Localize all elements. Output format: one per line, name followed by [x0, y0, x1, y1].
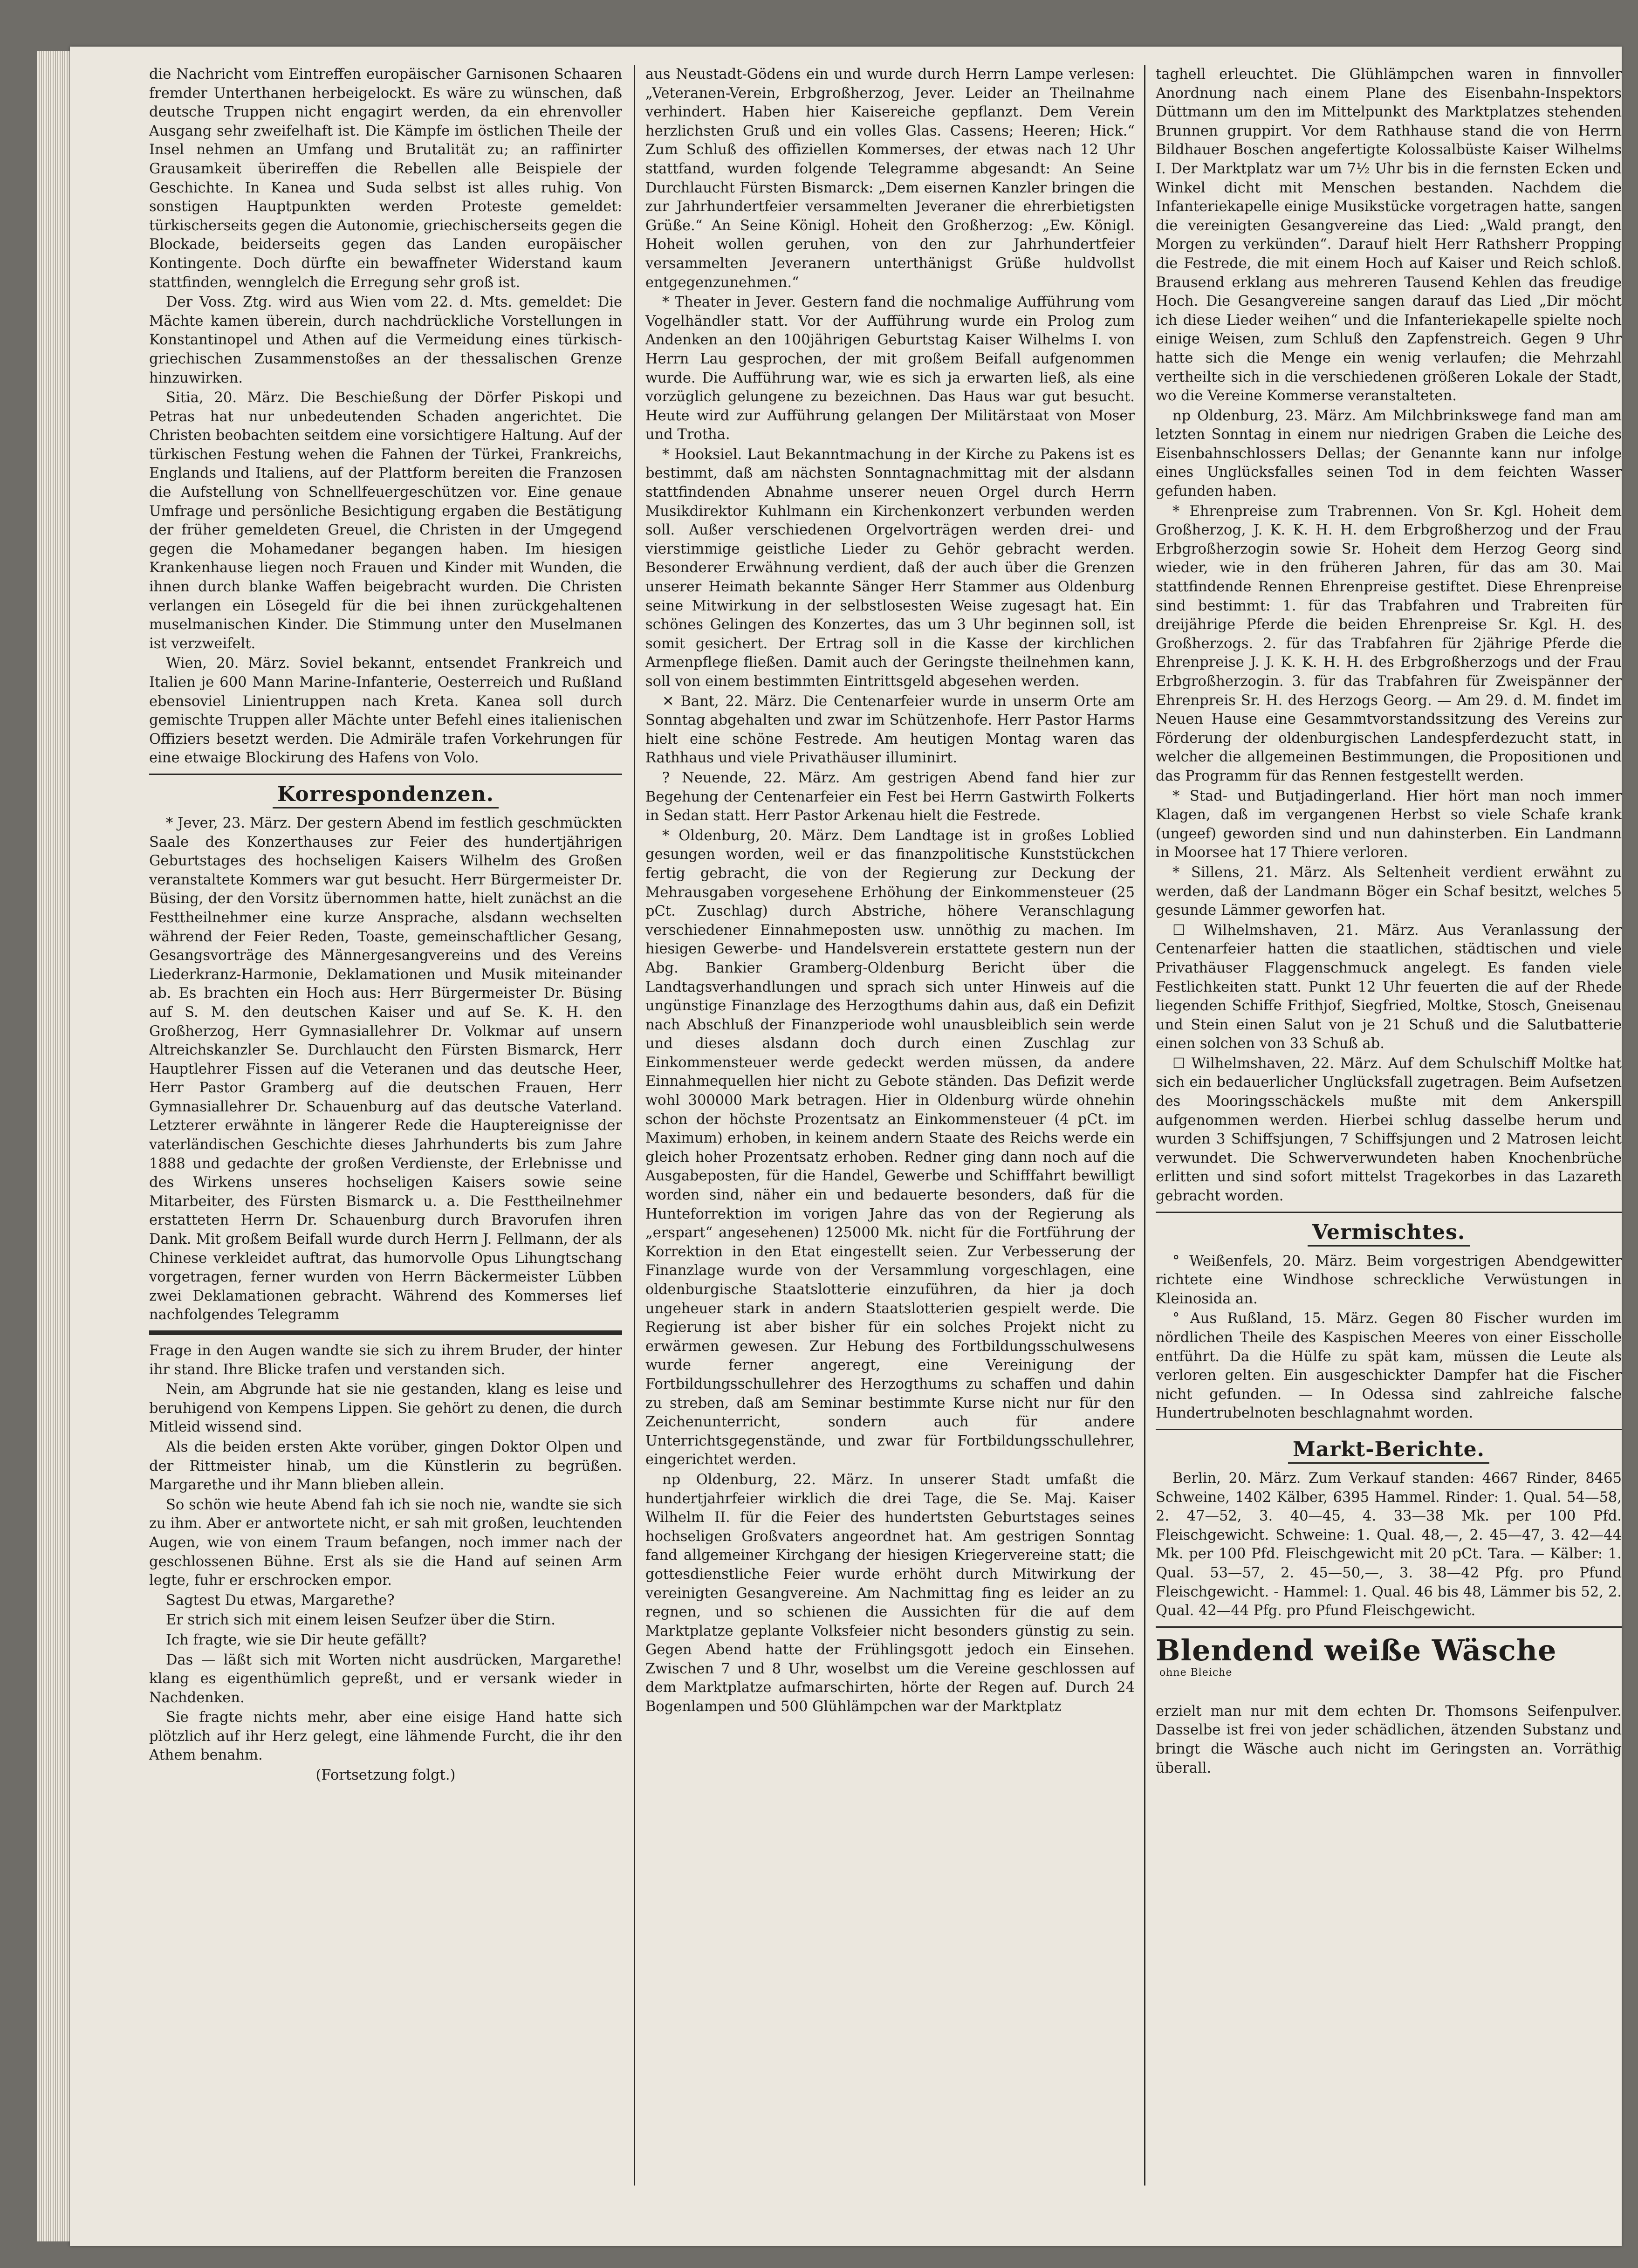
section-divider — [1156, 1212, 1622, 1213]
section-title-korrespondenzen — [149, 782, 622, 809]
newspaper-page — [70, 47, 1622, 2246]
article-paragraph: ✕ Bant, 22. März. Die Centenarfeier wurde in unserm Orte am Sonntag abgehalten und zwar im Schützenhofe. Herr Pastor Harms hielt eine schöne Festrede. Am heutigen Montag waren das Rathhaus und viele Privathäuser illuminirt. — [645, 693, 1135, 767]
article-paragraph: * Stad- und Butjadingerland. Hier hört man noch immer Klagen, daß im vergangenen Herbst so viele Schafe krank (ungeef) geworden sind und nun dahinsterben. Ein Landmann in Moorsee hat 17 Thiere verloren. — [1156, 788, 1622, 861]
section-title-markt — [1156, 1438, 1622, 1464]
novel-paragraph: Frage in den Augen wandte sie sich zu ihrem Bruder, der hinter ihr stand. Ihre Blicke trafen und verstanden sich. — [149, 1343, 622, 1378]
ad-headline-text: Blendend weiße Wäsche — [1156, 1633, 1557, 1667]
section-divider — [149, 774, 622, 775]
article-paragraph: np Oldenburg, 22. März. In unserer Stadt umfaßt die hundertjahrfeier wirklich die drei Tage, die Se. Maj. Kaiser Wilhelm II. für die Feier des hundertsten Geburtstages seines hochseligen Großvaters angeordnet hat. Am gestrigen Sonntag fand allgemeiner Kirchgang der hiesigen Kriegervereine statt; die gottesdienstliche Feier wurde erhöht durch Mitwirkung der vereinigten Gesangvereine. Am Nachmittag fing es leider an zu regnen, und so schienen die Aussichten für die auf dem Marktplatze geplante Volksfeier nicht besonders günstig zu sein. Gegen Abend hatte der Frühlingsgott jedoch ein Einsehen. Zwischen 7 und 8 Uhr, woselbst um die Vereine geschlossen auf dem Marktplatze aufmarschirten, hörte der Regen auf. Durch 24 Bogenlampen und 500 Glühlämpchen war der Marktplatz — [645, 1471, 1135, 1715]
column-left — [149, 65, 622, 2190]
article-paragraph: aus Neustadt-Gödens ein und wurde durch Herrn Lampe verlesen: „Veteranen-Verein, Erbgroßherzog, Jever. Leider an Theilnahme verhindert. Haben hier Kaisereiche gepflanzt. Dem Verein herzlichsten Gruß und ein volles Glas. Cassens; Heeren; Hick.“ Zum Schluß des offiziellen Kommerses, der etwas nach 12 Uhr stattfand, wurden folgende Telegramme abgesandt: An Seine Durchlaucht Fürsten Bismarck: „Dem eisernen Kanzler bringen die zur Jahrhundertfeier versammelten Jeveraner die ehrerbietigsten Grüße.“ An Seine Königl. Hoheit den Großherzog: „Ew. Königl. Hoheit wollen geruhen, von den zur Jahrhundertfeier versammelten Jeveranern unterthänigst Grüße huldvollst entgegenzunehmen.“ — [645, 66, 1135, 291]
column-rule — [634, 65, 635, 2186]
page-stack-edges — [37, 51, 70, 2241]
article-paragraph: ° Weißenfels, 20. März. Beim vorgestrigen Abendgewitter richtete eine Windhose schreckliche Verwüstungen in Kleinosida an. — [1156, 1253, 1622, 1307]
article-paragraph: np Oldenburg, 23. März. Am Milchbrinkswege fand man am letzten Sonntag in einem nur niedrigen Graben die Leiche des Eisenbahnschlossers Dellas; der Genannte kann nur infolge eines Unglücksfalles seinen Tod in dem feichten Wasser gefunden haben. — [1156, 407, 1622, 500]
article-paragraph: * Jever, 23. März. Der gestern Abend im festlich geschmückten Saale des Konzerthauses zur Feier des hundertjährigen Geburtstages des hochseligen Kaisers Wilhelm des Großen veranstaltete Kommers war gut besucht. Herr Bürgermeister Dr. Büsing, der den Vorsitz übernommen hatte, hielt zunächst an die Festtheilnehmer eine kurze Ansprache, alsdann wechselten während der Feier Reden, Toaste, gemeinschaftlicher Gesang, Gesangsvorträge des Männergesangvereins und des Vereins Liederkranz-Harmonie, Deklamationen und Musik miteinander ab. Es brachten ein Hoch aus: Herr Bürgermeister Dr. Büsing auf S. M. den deutschen Kaiser und auf Se. K. H. den Großherzog, Herr Gymnasiallehrer Dr. Volkmar auf unsern Altreichskanzler Se. Durchlaucht den Fürsten Bismarck, Herr Hauptlehrer Fissen auf die Veteranen und das deutsche Heer, Herr Pastor Gramberg auf die deutschen Frauen, Herr Gymnasiallehrer Dr. Schauenburg auf das deutsche Vaterland. Letzterer erwähnte in längerer Rede die Hauptereignisse der vaterländischen Geschichte dieses Jahrhunderts bis zum Jahre 1888 und gedachte der großen Verdienste, der Erlebnisse und des Wirkens unseres hochseligen Kaisers sowie seine Mitarbeiter, des Fürsten Bismarck u. a. Die Festtheilnehmer erstatteten Herrn Dr. Schauenburg durch Bravorufen ihren Dank. Mit großem Beifall wurde durch Herrn J. Fellmann, der als Chinese verkleidet auftrat, das humorvolle Opus Lihungtschang vorgetragen, ferner wurden von Herrn Bäckermeister Lübben zwei Deklamationen gebracht. Während des Kommerses lief nachfolgendes Telegramm — [149, 815, 622, 1323]
feuilleton-divider — [149, 1330, 622, 1335]
article-paragraph: Sitia, 20. März. Die Beschießung der Dörfer Piskopi und Petras hat nur unbedeutenden Schaden angerichtet. Die Christen beobachten seitdem eine vorsichtigere Haltung. Auf der türkischen Festung wehen die Fahnen der Türkei, Frankreichs, Englands und Italiens, auf der Plattform bereiten die Franzosen die Aufstellung von Schnellfeuergeschützen vor. Eine genaue Umfrage und persönliche Besichtigung ergaben die Bestätigung der früher gemeldeten Greuel, die Christen in der Umgegend gegen die Mohamedaner begangen haben. Im hiesigen Krankenhause liegen noch Frauen und Kinder mit Wunden, die ihnen durch blanke Waffen beigebracht wurden. Die Christen verlangen ein Lösegeld für die bei ihnen zurückgehaltenen muselmanischen Kinder. Die Stimmung unter den Muselmanen ist verzweifelt. — [149, 390, 622, 652]
column-rule — [1144, 65, 1145, 2186]
article-paragraph: * Theater in Jever. Gestern fand die nochmalige Aufführung vom Vogelhändler statt. Vor der Aufführung wurde ein Prolog zum Andenken an den 100jährigen Geburtstag Kaiser Wilhelms I. von Herrn Lau gesprochen, der mit großem Beifall aufgenommen wurde. Die Aufführung war, wie es sich ja erwarten ließ, als eine vorzüglich gelungene zu bezeichnen. Das Haus war gut besucht. Heute wird zur Aufführung gelangen Der Militärstaat von Moser und Trotha. — [645, 294, 1135, 443]
advertisement-headline — [1156, 1634, 1622, 1699]
novel-paragraph: Das — läßt sich mit Worten nicht ausdrücken, Margarethe! klang es eigenthümlich gepreßt, und er versank wieder in Nachdenken. — [149, 1651, 622, 1706]
novel-paragraph: Sagtest Du etwas, Margarethe? — [166, 1592, 395, 1609]
article-paragraph: Der Voss. Ztg. wird aus Wien vom 22. d. Mts. gemeldet: Die Mächte kamen überein, durch nachdrückliche Vorstellungen in Konstantinopel und Athen auf die Vermeidung eines türkisch-griechischen Zusammenstoßes an der thessalischen Grenze hinzuwirken. — [149, 294, 622, 386]
article-paragraph: ? Neuende, 22. März. Am gestrigen Abend fand hier zur Begehung der Centenarfeier ein Fest bei Herrn Gastwirth Folkerts in Sedan statt. Herr Pastor Arkenau hielt die Festrede. — [645, 769, 1135, 824]
column-middle — [645, 65, 1135, 2190]
column-right — [1156, 65, 1622, 2190]
novel-paragraph: Sie fragte nichts mehr, aber eine eisige Hand hatte sich plötzlich auf ihr Herz gelegt, eine lähmende Furcht, die ihr den Athem benahm. — [149, 1709, 622, 1764]
market-report: Berlin, 20. März. Zum Verkauf standen: 4667 Rinder, 8465 Schweine, 1402 Kälber, 6395 Hammel. Rinder: 1. Qual. 54—58, 2. 47—52, 3. 40—45, 4. 33—38 Mk. per 100 Pfd. Fleischgewicht. Schweine: 1. Qual. 48,—, 2. 45—47, 3. 42—44 Mk. per 100 Pfd. Fleischgewicht mit 20 pCt. Tara. — Kälber: 1. Qual. 53—57, 2. 45—50,—, 3. 38—42 Pfg. pro Pfund Fleischgewicht. - Hammel: 1. Qual. 46 bis 48, Lämmer bis 52, 2. Qual. 42—44 Pfg. pro Pfund Fleischgewicht. — [1156, 1470, 1622, 1619]
continuation-note: (Fortsetzung folgt.) — [315, 1767, 456, 1784]
advertisement-body: erzielt man nur mit dem echten Dr. Thomsons Seifenpulver. Dasselbe ist frei von jeder schädlichen, ätzenden Substanz und bringt die Wäsche auch nicht im Geringsten an. Vorräthig überall. — [1156, 1703, 1622, 1776]
novel-paragraph: Ich fragte, wie sie Dir heute gefällt? — [166, 1631, 427, 1648]
article-paragraph: ☐ Wilhelmshaven, 22. März. Auf dem Schulschiff Moltke hat sich ein bedauerlicher Unglücksfall zugetragen. Beim Aufsetzen des Mooringsschäckels mußte mit dem Ankerspill aufgenommen werden. Hierbei schlug dasselbe herum und wurden 3 Schiffsjungen, 7 Schiffsjungen und 2 Matrosen leicht verwundet. Die Schwerverwundeten haben Knochenbrüche erlitten und sind sofort mittelst Tragekorbes in das Lazareth gebracht worden. — [1156, 1055, 1622, 1205]
article-paragraph: ° Aus Rußland, 15. März. Gegen 80 Fischer wurden im nördlichen Theile des Kaspischen Meeres von einer Eisscholle entführt. Da die Hülfe zu spät kam, müssen die Leute als verloren gelten. Ein ausgeschickter Dampfer hat die Fischer nicht gefunden. — In Odessa sind zahlreiche falsche Hundertrubelnoten beschlagnahmt worden. — [1156, 1310, 1622, 1422]
section-title-text: Vermischtes. — [1308, 1220, 1470, 1247]
section-divider — [1156, 1429, 1622, 1430]
ad-divider — [1156, 1626, 1622, 1628]
novel-paragraph: Nein, am Abgrunde hat sie nie gestanden, klang es leise und beruhigend von Kempens Lippen. Sie gehört zu denen, die durch Mitleid wissend sind. — [149, 1381, 622, 1436]
article-paragraph: ☐ Wilhelmshaven, 21. März. Aus Veranlassung der Centenarfeier hatten die staatlichen, städtischen und viele Privathäuser Flaggenschmuck angelegt. Es fanden viele Festlichkeiten statt. Punkt 12 Uhr feuerten die auf der Rhede liegenden Schiffe Frithjof, Siegfried, Moltke, Stosch, Gneisenau und Stein einen Salut von je 21 Schuß und die Salutbatterie einen solchen von 33 Schuß ab. — [1156, 922, 1622, 1052]
article-paragraph: * Sillens, 21. März. Als Seltenheit verdient erwähnt zu werden, daß der Landmann Böger ein Schaf besitzt, welches 5 gesunde Lämmer geworfen hat. — [1156, 864, 1622, 919]
article-paragraph: die Nachricht vom Eintreffen europäischer Garnisonen Schaaren fremder Unterthanen herbeigelockt. Es wäre zu wünschen, daß deutsche Truppen nicht engagirt werden, da ein ehrenvoller Ausgang sehr zweifelhaft ist. Die Kämpfe im östlichen Theile der Insel nehmen an Umfang und Brutalität zu; an raffinirter Grausamkeit überireffen die Rebellen alle Beispiele der Geschichte. In Kanea und Suda selbst ist alles ruhig. Von sonstigen Hauptpunkten werden Proteste gemeldet: türkischerseits gegen die Autonomie, griechischerseits gegen die Blockade, beiderseits gegen das Landen europäischer Kontingente. Doch dürfte ein bewaffneter Widerstand kaum stattfinden, wennglelch die Erregung sehr groß ist. — [149, 66, 622, 291]
novel-paragraph: Als die beiden ersten Akte vorüber, gingen Doktor Olpen und der Rittmeister hinab, um die Künstlerin zu begrüßen. Margarethe und ihr Mann blieben allein. — [149, 1439, 622, 1494]
article-paragraph: taghell erleuchtet. Die Glühlämpchen waren in finnvoller Anordnung nach einem Plane des Eisenbahn-Inspektors Düttmann um den im Mittelpunkt des Marktplatzes stehenden Brunnen gruppirt. Vor dem Rathhause stand die von Herrn Bildhauer Boschen angefertigte Kolossalbüste Kaiser Wilhelms I. Der Marktplatz war um 7½ Uhr bis in die fernsten Ecken und Winkel dicht mit Menschen bestanden. Nachdem die Infanteriekapelle einige Musikstücke vorgetragen hatte, sangen die vereinigten Gesangvereine das Lied: „Wald prangt, den Morgen zu verkünden“. Darauf hielt Herr Rathsherr Propping die Festrede, die mit einem Hoch auf Kaiser und Reich schloß. Brausend erklang aus mehreren Tausend Kehlen das freudige Hoch. Die Gesangvereine sangen darauf das Lied „Dir möcht ich diese Lieder weihen“ und die Infanteriekapelle spielte noch einige Weisen, zum Schluß den Zapfenstreich. Gegen 9 Uhr hatte sich die Menge ein wenig verlaufen; die Mehrzahl vertheilte sich in die verschiedenen größeren Lokale der Stadt, wo die Vereine Kommerse veranstalteten. — [1156, 66, 1622, 404]
novel-paragraph: So schön wie heute Abend fah ich sie noch nie, wandte sie sich zu ihm. Aber er antwortete nicht, er sah mit großen, leuchtenden Augen, wie von einem Traum befangen, noch immer nach der geschlossenen Bühne. Erst als sie die Hand auf seinen Arm legte, fuhr er erschrocken empor. — [149, 1496, 622, 1589]
novel-paragraph: Er strich sich mit einem leisen Seufzer über die Stirn. — [166, 1612, 555, 1629]
section-title-text: Markt-Berichte. — [1288, 1438, 1489, 1464]
article-paragraph: Wien, 20. März. Soviel bekannt, entsendet Frankreich und Italien je 600 Mann Marine-Infanterie, Oesterreich und Rußland ebensoviel Linientruppen nach Kreta. Kanea soll durch gemischte Truppen aller Mächte unter Befehl eines italienischen Offiziers besetzt werden. Die Admiräle trafen Vorkehrungen für eine etwaige Blockirung des Hafens von Volo. — [149, 655, 622, 767]
article-paragraph: * Hooksiel. Laut Bekanntmachung in der Kirche zu Pakens ist es bestimmt, daß am nächsten Sonntagnachmittag mit der alsdann stattfindenden Abnahme unserer neuen Orgel durch Herrn Musikdirektor Kuhlmann ein Kirchenkonzert verbunden werden soll. Außer verschiedenen Orgelvorträgen werden drei- und vierstimmige geistliche Lieder zu Gehör gebracht werden. Besonderer Erwähnung verdient, daß der auch über die Grenzen unserer Heimath bekannte Sänger Herr Stammer aus Oldenburg seine Mitwirkung in der selbstlosesten Weise zugesagt hat. Ein schönes Gelingen des Konzertes, das um 3 Uhr beginnen soll, ist somit gesichert. Der Ertrag soll in die Kasse der kirchlichen Armenpflege fließen. Damit auch der Geringste theilnehmen kann, soll von einem bestimmten Eintrittsgeld abgesehen werden. — [645, 446, 1135, 690]
ad-side-note: ohne Bleiche — [1159, 1666, 1233, 1679]
article-paragraph: * Oldenburg, 20. März. Dem Landtage ist in großes Loblied gesungen worden, weil er das finanzpolitische Kunststückchen fertig gebracht, die von der Regierung zur Deckung der Mehrausgaben vorgesehene Erhöhung der Einkommensteuer (25 pCt. Zuschlag) durch Abstriche, höhere Veranschlagung verschiedener Einnahmeposten usw. unnöthig zu machen. Im hiesigen Gewerbe- und Handelsverein erstattete gestern nun der Abg. Bankier Gramberg-Oldenburg Bericht über die Landtagsverhandlungen und sprach sich unter Hinweis auf die ungünstige Finanzlage des Herzogthums dahin aus, daß ein Defizit nach Abschluß der Finanzperiode wohl unausbleiblich sein werde und dieses alsdann doch durch einen Zuschlag zur Einkommensteuer werde gedeckt werden müssen, da andere Einnahmequellen hier nicht zu Gebote ständen. Das Defizit werde wohl 300000 Mark betragen. Hier in Oldenburg würde ohnehin schon der höchste Prozentsatz an Einkommensteuer (4 pCt. im Maximum) erhoben, in keinem andern Staate des Reichs werde ein gleich hoher Prozentsatz erhoben. Redner ging dann noch auf die Ausgabeposten, für die Handel, Gewerbe und Schifffahrt bewilligt worden sind, näher ein und bedauerte besonders, daß für die Hunteforrektion im vorigen Jahre das von der Regierung als „erspart“ angesehenen) 125000 Mk. nicht für die Fortführung der Korrektion in den Etat eingestellt seien. Zur Verbesserung der Finanzlage wurde von der Versammlung vorgeschlagen, eine oldenburgische Staatslotterie einzuführen, da hier ja doch ungeheuer stark in andern Staatslotterien gespielt werde. Die Regierung ist aber bisher für ein solches Projekt nicht zu erwärmen gewesen. Zur Hebung des Fortbildungsschulwesens wurde ferner angeregt, eine Vereinigung der Fortbildungsschullehrer des Herzogthums zu schaffen und dahin zu streben, daß am Seminar bestimmte Kurse nicht nur für den Zeichenunterricht, sondern auch für andere Unterrichtsgegenstände, und zwar für Fortbildungsschullehrer, eingerichtet werden. — [645, 827, 1135, 1468]
section-title-vermischtes — [1156, 1220, 1622, 1247]
article-paragraph: * Ehrenpreise zum Trabrennen. Von Sr. Kgl. Hoheit dem Großherzog, J. K. K. H. H. dem Erbgroßherzog und der Frau Erbgroßherzogin sowie Sr. Hoheit dem Herzog Georg sind wieder, wie in den früheren Jahren, für das am 30. Mai stattfindende Rennen Ehrenpreise gestiftet. Diese Ehrenpreise sind bestimmt: 1. für das Trabfahren und Trabreiten für dreijährige Pferde die beiden Ehrenpreise Sr. Kgl. H. des Großherzogs. 2. für das Trabfahren für 2jährige Pferde die Ehrenpreise J. J. K. K. H. H. des Erbgroßherzogs und der Frau Erbgroßherzogin. 3. für das Trabfahren für Zweispänner der Ehrenpreis Sr. H. des Herzogs Georg. — Am 29. d. M. findet im Neuen Hause eine Gesammtvorstandssitzung des Vereins zur Förderung der oldenburgischen Landespferdezucht statt, in welcher die allgemeinen Bestimmungen, die Propositionen und das Programm für das Rennen festgestellt werden. — [1156, 503, 1622, 784]
section-title-text: Korrespondenzen. — [273, 782, 499, 809]
